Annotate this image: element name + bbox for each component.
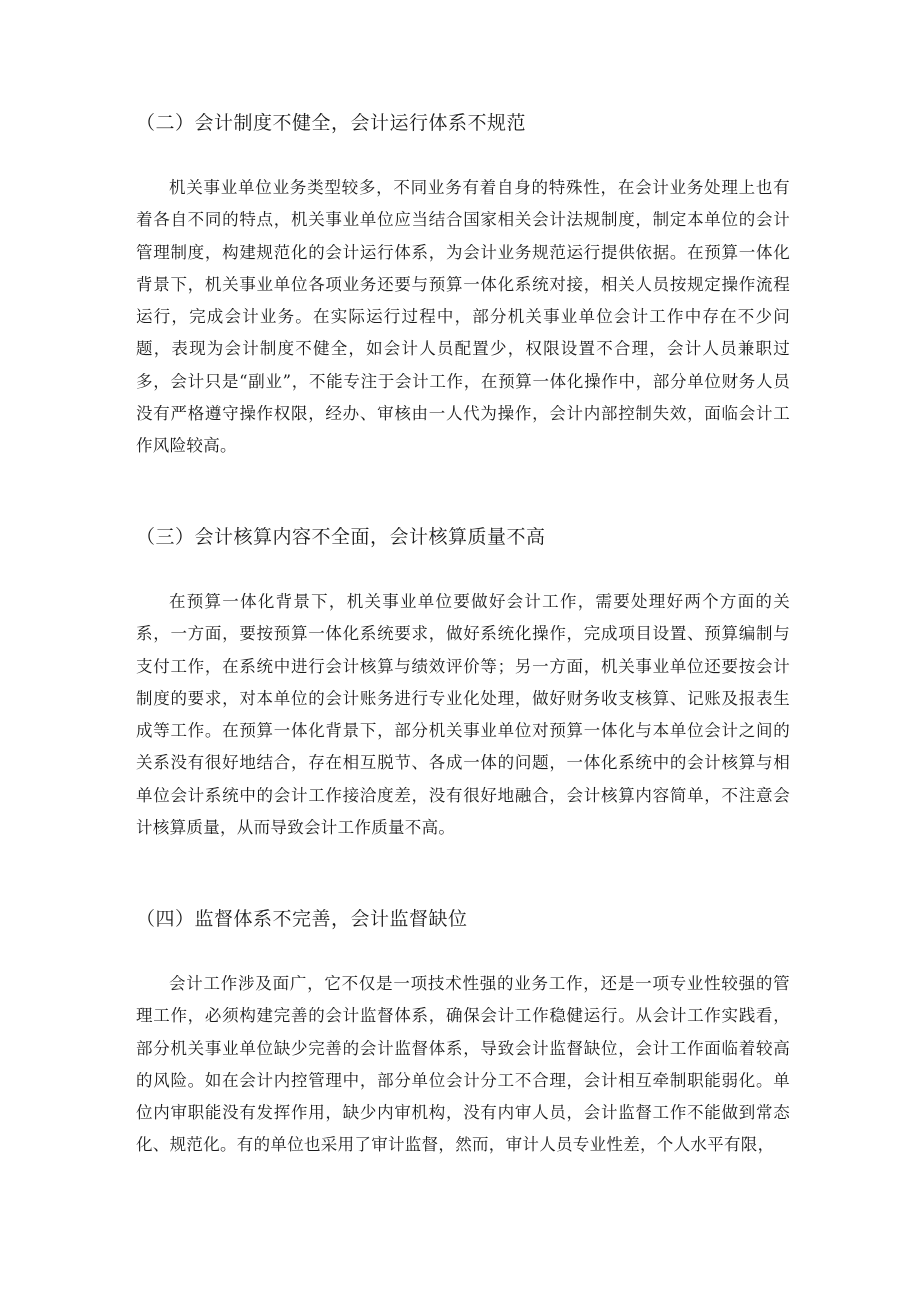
section-heading-2: （二）会计制度不健全，会计运行体系不规范 — [136, 112, 527, 134]
section-paragraph-3: 在预算一体化背景下，机关事业单位要做好会计工作，需要处理好两个方面的关系，一方面，要按预算一体化系统要求，做好系统化操作，完成项目设置、预算编制与支付工作，在系统中进行会计核算与绩效评价等；另一方面，机关事业单位还要按会计制度的要求，对本单位的会计账务进行专业化处理，做好财务收支核算、记账及报表生成等工作。在预算一体化背景下，部分机关事业单位对预算一体化与本单位会计之间的关系没有很好地结合，存在相互脱节、各成一体的问题，一体化系统中的会计核算与相单位会计系统中的会计工作接洽度差，没有很好地融合，会计核算内容简单，不注意会计核算质量，从而导致会计工作质量不高。 — [136, 592, 790, 838]
section-paragraph-2: 机关事业单位业务类型较多，不同业务有着自身的特殊性，在会计业务处理上也有着各自不同的特点，机关事业单位应当结合国家相关会计法规制度，制定本单位的会计管理制度，构建规范化的会计运行体系，为会计业务规范运行提供依据。在预算一体化背景下，机关事业单位各项业务还要与预算一体化系统对接，相关人员按规定操作流程运行，完成会计业务。在实际运行过程中，部分机关事业单位会计工作中存在不少问题，表现为会计制度不健全，如会计人员配置少，权限设置不合理，会计人员兼职过多，会计只是“副业”，不能专注于会计工作，在预算一体化操作中，部分单位财务人员没有严格遵守操作权限，经办、审核由一人代为操作，会计内部控制失效，面临会计工作风险较高。 — [136, 178, 790, 456]
section-heading-3: （三）会计核算内容不全面，会计核算质量不高 — [136, 526, 546, 548]
section-heading-4: （四）监督体系不完善，会计监督缺位 — [136, 908, 468, 930]
section-paragraph-4: 会计工作涉及面广，它不仅是一项技术性强的业务工作，还是一项专业性较强的管理工作，必须构建完善的会计监督体系，确保会计工作稳健运行。从会计工作实践看，部分机关事业单位缺少完善的会计监督体系，导致会计监督缺位，会计工作面临着较高的风险。如在会计内控管理中，部分单位会计分工不合理，会计相互牵制职能弱化。单位内审职能没有发挥作用，缺少内审机构，没有内审人员，会计监督工作不能做到常态化、规范化。有的单位也采用了审计监督，然而，审计人员专业性差，个人水平有限， — [136, 974, 790, 1155]
